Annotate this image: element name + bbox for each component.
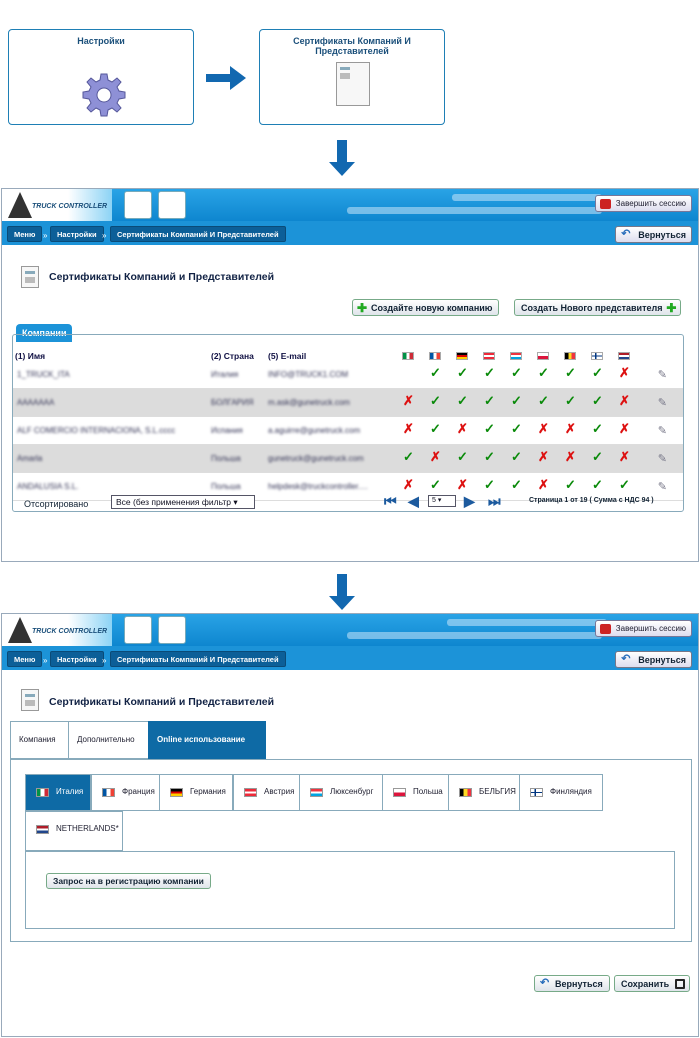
cell-name: AAAAAAA: [17, 398, 55, 407]
cross-icon: ✗: [457, 421, 468, 436]
country-tab-it[interactable]: [25, 774, 91, 811]
cell-email: INFO@TRUCK1.COM: [268, 370, 349, 379]
breadcrumb-menu[interactable]: Меню: [7, 651, 42, 667]
new-company-button[interactable]: ✚ Создайте новую компанию: [352, 299, 499, 316]
cell-country: Польша: [211, 482, 241, 491]
country-tab-label: NETHERLANDS*: [56, 824, 119, 833]
flag-be-icon: [459, 788, 472, 797]
flag-de-icon: [170, 788, 183, 797]
check-icon: ✓: [511, 421, 522, 436]
certs-card[interactable]: [259, 29, 445, 125]
breadcrumb-settings[interactable]: Настройки: [50, 651, 104, 667]
settings-card-title: Настройки: [77, 36, 125, 46]
computer-icon[interactable]: [124, 616, 152, 644]
register-company-button[interactable]: Запрос на в регистрацию компании: [46, 873, 211, 889]
cell-email: m.ask@gunetruck.com: [268, 398, 350, 407]
arrow-down-icon: [329, 574, 355, 610]
check-icon: ✓: [430, 477, 441, 492]
flag-at-icon: [244, 788, 257, 797]
country-tab-at[interactable]: [233, 774, 300, 811]
check-icon: ✓: [511, 477, 522, 492]
flag-it-icon: [36, 788, 49, 797]
check-icon: ✓: [484, 365, 495, 380]
flag-pl-icon: [393, 788, 406, 797]
column-country[interactable]: (2) Страна: [211, 351, 254, 361]
check-icon: ✓: [457, 365, 468, 380]
flag-lu-icon: [310, 788, 323, 797]
check-icon: ✓: [565, 393, 576, 408]
table-row[interactable]: [13, 417, 683, 445]
flag-nl-icon: [618, 352, 630, 360]
breadcrumb: Меню » Настройки » Сертификаты Компаний И Представителей ↶ Вернуться: [2, 646, 698, 670]
cross-icon: ✗: [403, 477, 414, 492]
tab-company[interactable]: Компания: [10, 721, 69, 759]
check-icon: ✓: [484, 421, 495, 436]
app-logo: TRUCK CONTROLLER: [2, 614, 112, 646]
flag-de-icon: [456, 352, 468, 360]
breadcrumb-settings[interactable]: Настройки: [50, 226, 104, 242]
first-page-button[interactable]: ⏮: [384, 493, 397, 509]
app-logo: TRUCK CONTROLLER: [2, 189, 112, 221]
flag-be-icon: [564, 352, 576, 360]
arrow-down-icon: [329, 140, 355, 176]
table-row[interactable]: [13, 445, 683, 473]
company-edit-screen: [1, 613, 699, 1037]
cell-country: Италия: [211, 370, 239, 379]
country-tab-label: Германия: [190, 787, 226, 796]
cell-country: Испания: [211, 426, 243, 435]
country-tab-label: БЕЛЬГИЯ: [479, 787, 516, 796]
cell-email: helpdesk@truckcontroller.…: [268, 482, 369, 491]
table-row[interactable]: [13, 361, 683, 389]
country-tab-label: Италия: [56, 787, 84, 796]
arrow-right-icon: [206, 66, 246, 90]
back-bottom-button[interactable]: ↶ Вернуться: [534, 975, 610, 992]
new-representative-button[interactable]: Создать Нового представителя ✚: [514, 299, 681, 316]
cross-icon: ✗: [619, 393, 630, 408]
country-tab-label: Люксенбург: [330, 787, 374, 796]
end-session-button[interactable]: Завершить сессию: [595, 195, 692, 212]
country-tab-fi[interactable]: [519, 774, 603, 811]
flag-lu-icon: [510, 352, 522, 360]
flag-it-icon: [402, 352, 414, 360]
floppy-icon: [675, 979, 685, 989]
edit-icon[interactable]: ✎: [657, 453, 667, 465]
truck-icon[interactable]: [158, 616, 186, 644]
cross-icon: ✗: [619, 365, 630, 380]
country-tab-pl[interactable]: [382, 774, 449, 811]
cell-name: ANDALUSIA S.L.: [17, 482, 79, 491]
country-tab-nl[interactable]: [25, 811, 123, 851]
check-icon: ✓: [565, 365, 576, 380]
check-icon: ✓: [592, 393, 603, 408]
last-page-button[interactable]: ⏭: [488, 493, 501, 509]
cross-icon: ✗: [430, 449, 441, 464]
country-tab-label: Франция: [122, 787, 155, 796]
table-row[interactable]: [13, 389, 683, 417]
breadcrumb-menu[interactable]: Меню: [7, 226, 42, 242]
gear-icon: [81, 72, 127, 118]
flag-pl-icon: [537, 352, 549, 360]
end-session-button[interactable]: Завершить сессию: [595, 620, 692, 637]
truck-icon[interactable]: [158, 191, 186, 219]
flag-at-icon: [483, 352, 495, 360]
check-icon: ✓: [592, 365, 603, 380]
cross-icon: ✗: [538, 449, 549, 464]
certificate-icon: [336, 62, 370, 106]
companies-screen: [1, 188, 699, 562]
cell-name: Amarla: [17, 454, 43, 463]
cross-icon: ✗: [538, 477, 549, 492]
check-icon: ✓: [619, 477, 630, 492]
check-icon: ✓: [484, 393, 495, 408]
edit-icon[interactable]: ✎: [657, 397, 667, 409]
tab-additional[interactable]: Дополнительно: [68, 721, 149, 759]
edit-icon[interactable]: ✎: [657, 481, 667, 493]
breadcrumb-certs[interactable]: Сертификаты Компаний И Представителей: [110, 651, 286, 667]
check-icon: ✓: [430, 393, 441, 408]
page-icon: [21, 689, 39, 711]
cross-icon: ✗: [565, 421, 576, 436]
cross-icon: ✗: [565, 449, 576, 464]
flag-fi-icon: [591, 352, 603, 360]
cross-icon: ✗: [457, 477, 468, 492]
country-tab-label: Польша: [413, 787, 443, 796]
check-icon: ✓: [430, 365, 441, 380]
cell-email: gunetruck@gunetruck.com: [268, 454, 364, 463]
cell-country: БОЛГАРИЯ: [211, 398, 254, 407]
edit-icon[interactable]: ✎: [657, 425, 667, 437]
page-title: Сертификаты Компаний и Представителей: [49, 696, 275, 708]
flag-fr-icon: [429, 352, 441, 360]
check-icon: ✓: [511, 365, 522, 380]
cross-icon: ✗: [619, 449, 630, 464]
computer-icon[interactable]: [124, 191, 152, 219]
back-button[interactable]: ↶ Вернуться: [615, 226, 692, 243]
check-icon: ✓: [511, 449, 522, 464]
cell-email: a.aguirre@gunetruck.com: [268, 426, 361, 435]
cross-icon: ✗: [538, 421, 549, 436]
check-icon: ✓: [592, 477, 603, 492]
sort-label: Отсортировано: [24, 499, 89, 509]
top-bar: [2, 189, 698, 221]
pagination: [382, 495, 682, 509]
check-icon: ✓: [457, 393, 468, 408]
column-name[interactable]: (1) Имя: [15, 351, 46, 361]
filter-select[interactable]: Все (без применения фильтр ▾: [111, 495, 255, 509]
prev-page-button[interactable]: ◀: [408, 493, 419, 509]
cross-icon: ✗: [403, 393, 414, 408]
check-icon: ✓: [484, 477, 495, 492]
check-icon: ✓: [484, 449, 495, 464]
cell-name: 1_TRUCK_ITA: [17, 370, 70, 379]
country-tab-label: Австрия: [264, 787, 295, 796]
settings-card[interactable]: [8, 29, 194, 125]
page-size-select[interactable]: 5 ▾: [428, 495, 456, 507]
country-tab-be[interactable]: [448, 774, 520, 811]
country-tab-de[interactable]: [159, 774, 233, 811]
check-icon: ✓: [538, 365, 549, 380]
companies-panel: [12, 334, 684, 512]
edit-icon[interactable]: ✎: [657, 369, 667, 381]
check-icon: ✓: [565, 477, 576, 492]
check-icon: ✓: [511, 393, 522, 408]
top-bar: [2, 614, 698, 646]
page-icon: [21, 266, 39, 288]
check-icon: ✓: [592, 449, 603, 464]
cell-name: ALF COMERCIO INTERNACIONA, S.L.cccc: [17, 426, 176, 435]
flag-nl-icon: [36, 825, 49, 834]
save-button[interactable]: Сохранить: [614, 975, 690, 992]
flag-fi-icon: [530, 788, 543, 797]
check-icon: ✓: [538, 393, 549, 408]
tab-online[interactable]: Online использование: [148, 721, 266, 759]
companies-legend: Компании: [16, 324, 72, 342]
next-page-button[interactable]: ▶: [464, 493, 475, 509]
back-button[interactable]: ↶ Вернуться: [615, 651, 692, 668]
page-info: Страница 1 от 19 ( Сумма с НДС 94 ): [529, 497, 654, 504]
country-tab-fr[interactable]: [91, 774, 160, 811]
country-tab-lu[interactable]: [299, 774, 383, 811]
check-icon: ✓: [430, 421, 441, 436]
cross-icon: ✗: [403, 421, 414, 436]
check-icon: ✓: [457, 449, 468, 464]
certs-card-title: Сертификаты Компаний И Представителей: [293, 36, 411, 56]
country-content-panel: [25, 851, 675, 929]
cross-icon: ✗: [619, 421, 630, 436]
breadcrumb: Меню » Настройки » Сертификаты Компаний И Представителей ↶ Вернуться: [2, 221, 698, 245]
flag-fr-icon: [102, 788, 115, 797]
cell-country: Польша: [211, 454, 241, 463]
check-icon: ✓: [592, 421, 603, 436]
country-tab-label: Финляндия: [550, 787, 592, 796]
check-icon: ✓: [403, 449, 414, 464]
column-email[interactable]: (5) E-mail: [268, 351, 307, 361]
page-title: Сертификаты Компаний и Представителей: [49, 271, 275, 283]
breadcrumb-certs[interactable]: Сертификаты Компаний И Представителей: [110, 226, 286, 242]
